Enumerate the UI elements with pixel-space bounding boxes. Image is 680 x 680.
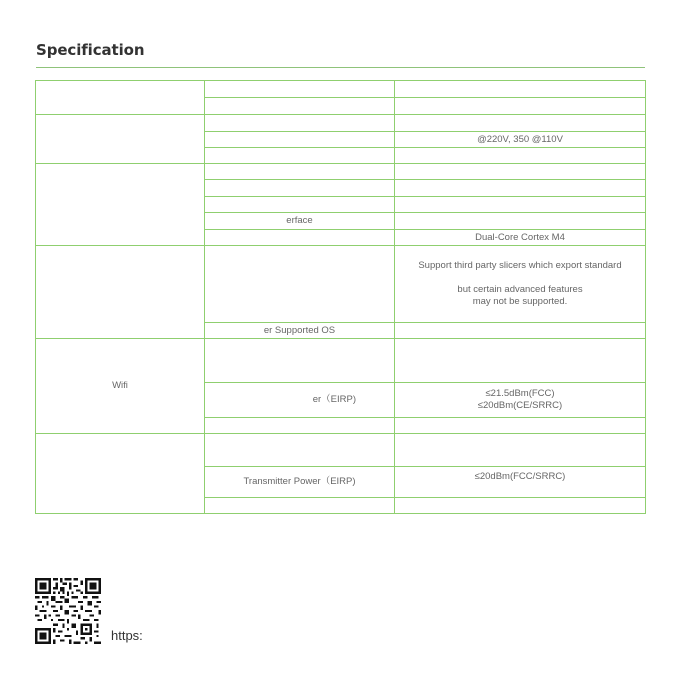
item-cell (205, 230, 395, 246)
value-cell (395, 115, 646, 132)
value-line: Support third party slicers which export standard (418, 260, 622, 271)
specification-table (35, 80, 646, 514)
item-cell (205, 98, 395, 115)
value-line: ≤21.5dBm(FCC) (485, 388, 555, 399)
table-row (36, 81, 646, 98)
value-cell (395, 98, 646, 115)
category-cell (36, 434, 205, 514)
item-cell (205, 81, 395, 98)
item-cell (205, 498, 395, 514)
item-cell (205, 197, 395, 213)
item-cell (205, 148, 395, 164)
item-cell (205, 132, 395, 148)
category-cell: Wifi (36, 339, 205, 434)
value-cell (395, 323, 646, 339)
qr-code-icon (35, 578, 101, 644)
title-divider (36, 67, 645, 68)
item-cell (205, 246, 395, 323)
value-line: ≤20dBm(CE/SRRC) (477, 400, 563, 411)
item-cell (205, 115, 395, 132)
value-cell (395, 81, 646, 98)
value-cell (395, 213, 646, 230)
value-cell (395, 339, 646, 383)
item-cell (205, 418, 395, 434)
table-row (36, 115, 646, 132)
value-cell (395, 434, 646, 467)
value-cell (395, 180, 646, 197)
value-cell (395, 246, 646, 323)
url-text[interactable]: https: (111, 628, 143, 643)
item-cell: Transmitter Power（EIRP) (205, 467, 395, 498)
item-cell: er（EIRP) (205, 383, 395, 418)
table-row (36, 164, 646, 180)
item-cell: er Supported OS (205, 323, 395, 339)
value-cell (395, 164, 646, 180)
item-cell (205, 180, 395, 197)
value-cell: Dual-Core Cortex M4 (395, 230, 646, 246)
value-cell: @220V, 350 @110V (395, 132, 646, 148)
value-cell: ≤20dBm(FCC/SRRC) (395, 467, 646, 498)
value-line: but certain advanced features (457, 284, 583, 295)
value-cell (395, 418, 646, 434)
value-cell (395, 383, 646, 418)
table-row (36, 434, 646, 467)
table-row (36, 339, 646, 383)
item-cell (205, 164, 395, 180)
item-cell (205, 434, 395, 467)
value-cell (395, 148, 646, 164)
category-cell (36, 246, 205, 339)
table-row (36, 246, 646, 323)
item-cell: erface (205, 213, 395, 230)
value-cell (395, 197, 646, 213)
category-cell (36, 81, 205, 115)
category-cell (36, 164, 205, 246)
item-cell (205, 339, 395, 383)
page-title: Specification (36, 41, 145, 59)
value-cell (395, 498, 646, 514)
category-cell (36, 115, 205, 164)
value-line: may not be supported. (472, 296, 568, 307)
